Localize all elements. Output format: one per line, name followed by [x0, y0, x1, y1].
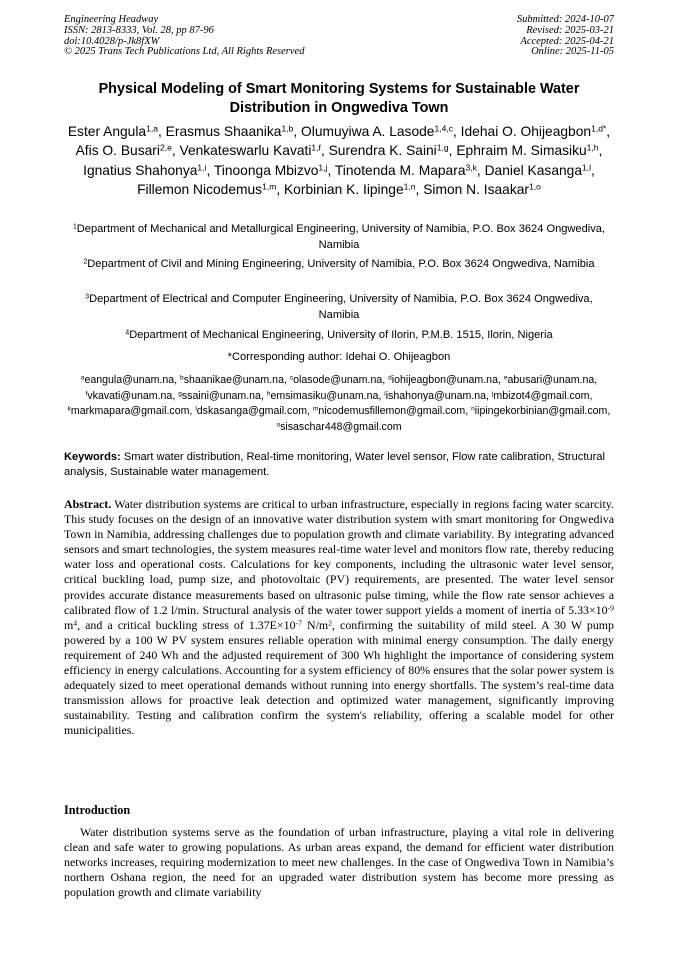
affiliation-number: 4: [125, 329, 130, 337]
affiliation-number: 1: [72, 223, 77, 231]
email-mark: o: [276, 421, 281, 429]
author-name: Olumuyiwa A. Lasode: [301, 124, 435, 139]
author-name: Tinoonga Mbizvo: [213, 162, 319, 178]
email-address[interactable]: dskasanga@gmail.com: [196, 405, 308, 418]
email-separator: ,: [172, 389, 179, 402]
author-separator: ,: [415, 182, 424, 198]
keywords-label: Keywords:: [64, 451, 121, 463]
author-affiliation-mark: 1,h: [586, 143, 599, 154]
affiliation-1: [64, 222, 614, 253]
author-separator: ,: [171, 143, 180, 159]
issn-line: ISSN: 2813-8333, Vol. 28, pp 87-96: [64, 24, 214, 36]
abstract: [64, 497, 614, 739]
email-mark: k: [67, 406, 71, 414]
author-affiliation-mark: 1,o: [529, 181, 541, 192]
email-separator: ,: [378, 389, 385, 402]
email-address[interactable]: nicodemusfillemon@gmail.com: [318, 405, 466, 418]
author-list: [64, 122, 614, 200]
email-address[interactable]: iohijeagbon@unam.na: [391, 374, 498, 386]
abstract-label: Abstract.: [64, 497, 112, 511]
author-separator: ,: [476, 162, 485, 178]
keywords-text: Smart water distribution, Real-time monitoring, Water level sensor, Flow rate calibration, Structural analysis, Sustainable water management.: [64, 451, 605, 478]
author-affiliation-mark: 1,d*: [591, 123, 607, 134]
exponent-1: -9: [607, 603, 614, 613]
affiliation-text: Department of Electrical and Computer Engineering, University of Namibia, P.O. Box 3624 Ongwediva, Namibia: [89, 293, 593, 321]
email-mark: e: [503, 374, 508, 382]
email-mark: d: [388, 374, 392, 382]
abstract-text-2: m: [64, 617, 74, 632]
affiliation-text: Department of Mechanical Engineering, University of Ilorin, P.M.B. 1515, Ilorin, Nigeria: [129, 329, 553, 341]
author-separator: ,: [157, 124, 166, 139]
email-separator: ,: [497, 374, 504, 386]
author-separator: ,: [453, 124, 461, 139]
author-name: Venkateswarlu Kavati: [179, 143, 312, 159]
email-separator: ,: [283, 374, 290, 386]
exponent-2: 4: [73, 618, 78, 628]
author-affiliation-mark: 1,l: [582, 162, 592, 173]
email-separator: ,: [607, 405, 611, 418]
email-mark: n: [471, 406, 475, 414]
affiliation-number: 3: [85, 293, 90, 301]
author-separator: ,: [276, 182, 284, 198]
email-mark: b: [180, 374, 184, 382]
author-name: Erasmus Shaanika: [165, 124, 282, 139]
journal-header-left: [64, 15, 304, 58]
email-address[interactable]: emsimasiku@unam.na: [270, 389, 379, 402]
email-address[interactable]: ssaini@unam.na: [181, 389, 261, 402]
email-separator: ,: [594, 374, 598, 386]
email-address[interactable]: iipingekorbinian@gmail.com: [474, 405, 608, 418]
paper-title: Physical Modeling of Smart Monitoring Systems for Sustainable Water Distribution in Ongwediva Town: [98, 81, 580, 116]
submitted-date: Submitted: 2024-10-07: [516, 14, 614, 25]
author-affiliation-mark: 1,4,c: [434, 123, 453, 134]
author-name: Daniel Kasanga: [484, 162, 583, 178]
email-separator: ,: [189, 405, 196, 418]
email-address[interactable]: ishahonya@unam.na: [385, 389, 487, 402]
abstract-text-5: , confirming the suitability of mild steel. A 30 W pump powered by a 100 W PV system ensures reliable operation with minimal energy consumption. The daily energy requirement of 240 Wh and the adjusted requirement of 300 Wh highlight the importance of considering system efficiency in energy calculations. Accounting for a system efficiency of 80% ensures that the solar power system is adequately sized to meet operational demands without running into energy shortfalls. The system’s real-time data transmission allows for proactive leak detection and optimized water management, significantly improving sustainability. Testing and calibration confirm the system's reliability, offering a scalable model for other municipalities.: [64, 617, 614, 738]
affiliation-4: [64, 328, 614, 344]
revised-date: Revised: 2025-03-21: [526, 24, 614, 36]
author-name: Korbinian K. Iipinge: [283, 182, 404, 198]
email-separator: ,: [174, 374, 181, 386]
author-separator: ,: [320, 143, 329, 159]
email-separator: ,: [260, 389, 267, 402]
affiliation-text: Department of Civil and Mining Engineering, University of Namibia, P.O. Box 3624 Ongwediva, Namibia: [87, 258, 595, 270]
email-list: [60, 373, 618, 436]
email-mark: h: [266, 390, 271, 398]
abstract-text-1: Water distribution systems are critical to urban infrastructure, especially in regions facing water scarcity. This study focuses on the design of an innovative water distribution system with smart monitoring for Ongwediva Town in Namibia, addressing challenges due to population growth and climate variability. By integrating advanced sensors and smart technologies, the system measures real-time water level and monitors flow rate, thereby reducing water loss and operational costs. Calculations for key components, including the ultrasonic water level sensor, critical buckling load, pump size, and photovoltaic (PV) requirements, are presented. The water level sensor provides accurate distance measurements based on ultrasonic pulse timing, while the flow rate sensor achieves a calibrated flow of 1.2 l/min. Structural analysis of the water tower support yields a moment of inertia of 5.33×10: [64, 497, 614, 617]
author-name: Simon N. Isaakar: [423, 182, 530, 198]
keywords: [64, 450, 614, 479]
online-date: Online: 2025-11-05: [531, 46, 614, 58]
email-separator: ,: [465, 405, 472, 418]
email-separator: ,: [382, 374, 389, 386]
email-mark: i: [384, 390, 386, 398]
affiliation-3: [64, 292, 614, 323]
author-separator: ,: [606, 124, 611, 139]
email-address[interactable]: eangula@unam.na: [84, 374, 175, 386]
email-mark: g: [178, 390, 182, 398]
accepted-date: Accepted: 2025-04-21: [520, 35, 614, 47]
email-separator: ,: [589, 389, 593, 402]
corresponding-author: *Corresponding author: Idehai O. Ohijeagbon: [227, 351, 451, 363]
author-affiliation-mark: 1,g: [436, 143, 449, 154]
email-mark: f: [85, 390, 88, 398]
author-separator: ,: [327, 162, 335, 178]
affiliation-number: 2: [83, 258, 88, 266]
email-separator: ,: [307, 405, 313, 418]
author-separator: ,: [591, 162, 595, 178]
abstract-text-3: , and a critical buckling stress of 1.37E×10: [77, 617, 296, 632]
author-name: Ephraim M. Simasiku: [456, 143, 587, 159]
author-name: Surendra K. Saini: [328, 143, 437, 159]
author-affiliation-mark: 1,f: [311, 143, 321, 154]
exponent-3: -7: [295, 618, 302, 628]
author-separator: ,: [206, 162, 214, 178]
author-affiliation-mark: 1,a: [146, 123, 158, 134]
author-affiliation-mark: 1,j: [318, 162, 328, 173]
abstract-text-4: N/m: [301, 617, 329, 632]
author-name: Ester Angula: [67, 124, 147, 139]
author-affiliation-mark: 3,k: [465, 162, 477, 173]
author-separator: ,: [448, 143, 457, 159]
email-mark: c: [289, 374, 294, 382]
email-address[interactable]: shaanikae@unam.na: [183, 374, 284, 386]
author-affiliation-mark: 2,e: [159, 143, 172, 154]
introduction-paragraph: Water distribution systems serve as the foundation of urban infrastructure, playing a vital role in delivering clean and safe water to growing populations. As urban areas expand, the demand for efficient water distribution networks increases, requiring modernization to meet new challenges. In the case of Ongwediva Town in Namibia’s northern Oshana region, the need for an upgraded water distribution system has become more pressing as population growth and climate variability: [64, 825, 614, 900]
email-separator: ,: [486, 389, 492, 402]
author-name: Afis O. Busari: [75, 143, 160, 159]
author-name: Fillemon Nicodemus: [137, 182, 263, 198]
email-address[interactable]: sisaschar448@gmail.com: [280, 421, 402, 434]
author-name: Ignatius Shahonya: [83, 162, 198, 178]
journal-name: Engineering Headway: [64, 14, 159, 25]
email-address[interactable]: olasode@unam.na: [293, 374, 383, 386]
email-address[interactable]: abusari@unam.na: [507, 374, 595, 386]
email-address[interactable]: markmapara@gmail.com: [70, 405, 190, 418]
email-mark: j: [491, 390, 494, 398]
affiliation-text: Department of Mechanical and Metallurgical Engineering, University of Namibia, P.O. Box 3624 Ongwediva, Namibia: [76, 223, 606, 251]
introduction-heading: Introduction: [64, 803, 131, 817]
doi-line: doi:10.4028/p-Jk8fXW: [64, 35, 160, 47]
author-separator: ,: [598, 143, 603, 159]
email-address[interactable]: vkavati@unam.na: [87, 389, 173, 402]
author-affiliation-mark: 1,n: [403, 181, 416, 192]
email-address[interactable]: mbizot4@gmail.com: [493, 389, 590, 402]
author-affiliation-mark: 1,m: [262, 181, 277, 192]
email-mark: m: [312, 406, 319, 414]
journal-header-right: [517, 15, 614, 58]
author-affiliation-mark: 1,i: [197, 162, 207, 173]
author-name: Tinotenda M. Mapara: [334, 162, 466, 178]
email-mark: l: [195, 406, 197, 414]
author-separator: ,: [293, 124, 302, 139]
author-affiliation-mark: 1,b: [281, 123, 294, 134]
copyright-line: © 2025 Trans Tech Publications Ltd, All Rights Reserved: [64, 46, 305, 58]
author-name: Idehai O. Ohijeagbon: [460, 124, 592, 139]
exponent-4: 2: [328, 618, 333, 628]
email-mark: a: [80, 374, 85, 382]
affiliation-2: [64, 257, 614, 273]
